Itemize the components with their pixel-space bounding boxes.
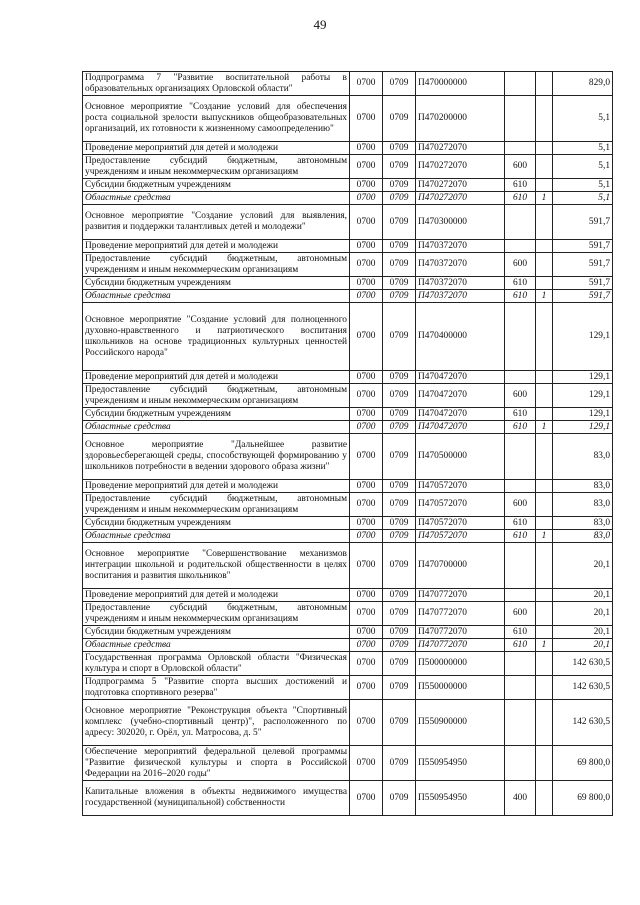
row-name: Областные средства	[83, 421, 350, 434]
table-row	[83, 480, 613, 493]
row-target-article: П470300000	[416, 205, 505, 240]
row-expense-type: 610	[505, 192, 536, 205]
row-name: Подпрограмма 7 "Развитие воспитательной работы в образовательных организациях Орловской области"	[83, 72, 350, 96]
row-name: Проведение мероприятий для детей и молодежи	[83, 142, 350, 155]
row-budget-source	[536, 179, 553, 192]
row-amount: 5,1	[553, 96, 613, 142]
row-target-article: П470400000	[416, 303, 505, 371]
row-section-code: 0700	[350, 96, 383, 142]
row-section-code: 0700	[350, 434, 383, 480]
table-row	[83, 205, 613, 240]
table-row	[83, 589, 613, 602]
row-budget-source	[536, 589, 553, 602]
row-subsection-code: 0709	[383, 781, 416, 816]
row-target-article: П470572070	[416, 480, 505, 493]
row-subsection-code: 0709	[383, 602, 416, 626]
row-budget-source	[536, 626, 553, 639]
row-amount: 591,7	[553, 277, 613, 290]
row-expense-type: 610	[505, 421, 536, 434]
row-amount: 591,7	[553, 253, 613, 277]
row-subsection-code: 0709	[383, 652, 416, 676]
row-expense-type	[505, 240, 536, 253]
row-amount: 142 630,5	[553, 652, 613, 676]
row-subsection-code: 0709	[383, 72, 416, 96]
row-section-code: 0700	[350, 493, 383, 517]
row-section-code: 0700	[350, 589, 383, 602]
row-amount: 83,0	[553, 434, 613, 480]
row-name: Предоставление субсидий бюджетным, автономным учреждениям и иным некоммерческим организациям	[83, 253, 350, 277]
row-target-article: П470572070	[416, 493, 505, 517]
row-target-article: П470472070	[416, 408, 505, 421]
row-amount: 829,0	[553, 72, 613, 96]
row-section-code: 0700	[350, 72, 383, 96]
table-row	[83, 530, 613, 543]
row-section-code: 0700	[350, 530, 383, 543]
row-amount: 83,0	[553, 517, 613, 530]
row-amount: 142 630,5	[553, 676, 613, 700]
row-name: Субсидии бюджетным учреждениям	[83, 408, 350, 421]
row-expense-type	[505, 371, 536, 384]
row-target-article: П470272070	[416, 142, 505, 155]
row-expense-type: 400	[505, 781, 536, 816]
row-name: Предоставление субсидий бюджетным, автономным учреждениям и иным некоммерческим организациям	[83, 384, 350, 408]
row-target-article: П470772070	[416, 626, 505, 639]
table-row	[83, 652, 613, 676]
row-expense-type	[505, 434, 536, 480]
row-expense-type	[505, 480, 536, 493]
row-amount: 5,1	[553, 179, 613, 192]
budget-table	[82, 71, 613, 816]
row-subsection-code: 0709	[383, 205, 416, 240]
row-target-article: П470772070	[416, 602, 505, 626]
row-amount: 20,1	[553, 602, 613, 626]
row-section-code: 0700	[350, 205, 383, 240]
row-subsection-code: 0709	[383, 371, 416, 384]
row-name: Субсидии бюджетным учреждениям	[83, 277, 350, 290]
row-subsection-code: 0709	[383, 240, 416, 253]
row-subsection-code: 0709	[383, 179, 416, 192]
row-target-article: П470200000	[416, 96, 505, 142]
table-row	[83, 517, 613, 530]
row-name: Основное мероприятие "Создание условий для обеспечения роста социальной зрелости выпускников общеобразовательных организаций, их готовности к жизненному самоопределению"	[83, 96, 350, 142]
row-subsection-code: 0709	[383, 192, 416, 205]
row-amount: 5,1	[553, 142, 613, 155]
row-expense-type: 610	[505, 626, 536, 639]
row-target-article: П470372070	[416, 253, 505, 277]
row-budget-source	[536, 543, 553, 589]
row-target-article: П470700000	[416, 543, 505, 589]
row-section-code: 0700	[350, 253, 383, 277]
row-expense-type: 610	[505, 290, 536, 303]
row-name: Обеспечение мероприятий федеральной целевой программы "Развитие физической культуры и спорта в Российской Федерации на 2016–2020 годы"	[83, 746, 350, 781]
row-section-code: 0700	[350, 652, 383, 676]
table-row	[83, 408, 613, 421]
row-expense-type	[505, 746, 536, 781]
row-name: Субсидии бюджетным учреждениям	[83, 626, 350, 639]
row-amount: 69 800,0	[553, 746, 613, 781]
row-amount: 20,1	[553, 543, 613, 589]
row-target-article: П470272070	[416, 179, 505, 192]
row-target-article: П470572070	[416, 517, 505, 530]
row-target-article: П470500000	[416, 434, 505, 480]
row-subsection-code: 0709	[383, 96, 416, 142]
table-row	[83, 543, 613, 589]
row-budget-source	[536, 253, 553, 277]
row-expense-type: 610	[505, 530, 536, 543]
row-amount: 69 800,0	[553, 781, 613, 816]
table-row	[83, 700, 613, 746]
row-amount: 83,0	[553, 493, 613, 517]
row-subsection-code: 0709	[383, 530, 416, 543]
row-name: Предоставление субсидий бюджетным, автономным учреждениям и иным некоммерческим организациям	[83, 602, 350, 626]
row-name: Проведение мероприятий для детей и молодежи	[83, 371, 350, 384]
table-row	[83, 781, 613, 816]
row-budget-source: 1	[536, 421, 553, 434]
row-amount: 20,1	[553, 589, 613, 602]
row-subsection-code: 0709	[383, 142, 416, 155]
row-amount: 591,7	[553, 290, 613, 303]
row-budget-source	[536, 96, 553, 142]
row-section-code: 0700	[350, 371, 383, 384]
row-budget-source	[536, 240, 553, 253]
row-target-article: П550954950	[416, 781, 505, 816]
table-row	[83, 192, 613, 205]
row-section-code: 0700	[350, 676, 383, 700]
row-subsection-code: 0709	[383, 543, 416, 589]
row-budget-source	[536, 781, 553, 816]
row-target-article: П470272070	[416, 155, 505, 179]
row-budget-source: 1	[536, 530, 553, 543]
row-section-code: 0700	[350, 179, 383, 192]
row-amount: 129,1	[553, 421, 613, 434]
row-subsection-code: 0709	[383, 277, 416, 290]
row-name: Субсидии бюджетным учреждениям	[83, 517, 350, 530]
row-expense-type: 600	[505, 493, 536, 517]
row-section-code: 0700	[350, 626, 383, 639]
row-expense-type	[505, 543, 536, 589]
row-amount: 20,1	[553, 639, 613, 652]
row-target-article: П470372070	[416, 277, 505, 290]
row-section-code: 0700	[350, 517, 383, 530]
row-name: Основное мероприятие "Совершенствование механизмов интеграции школьной и родительской общественности в целях воспитания и развития школьников"	[83, 543, 350, 589]
row-section-code: 0700	[350, 781, 383, 816]
row-budget-source	[536, 700, 553, 746]
row-budget-source	[536, 652, 553, 676]
row-subsection-code: 0709	[383, 626, 416, 639]
row-subsection-code: 0709	[383, 480, 416, 493]
row-amount: 129,1	[553, 371, 613, 384]
row-name: Подпрограмма 5 "Развитие спорта высших достижений и подготовка спортивного резерва"	[83, 676, 350, 700]
row-target-article: П470772070	[416, 639, 505, 652]
row-section-code: 0700	[350, 240, 383, 253]
row-subsection-code: 0709	[383, 384, 416, 408]
row-expense-type	[505, 652, 536, 676]
row-budget-source	[536, 676, 553, 700]
row-name: Областные средства	[83, 639, 350, 652]
row-target-article: П470572070	[416, 530, 505, 543]
row-subsection-code: 0709	[383, 434, 416, 480]
row-section-code: 0700	[350, 700, 383, 746]
page-number: 49	[313, 17, 327, 32]
row-budget-source	[536, 303, 553, 371]
table-row	[83, 179, 613, 192]
row-amount: 83,0	[553, 530, 613, 543]
row-budget-source	[536, 493, 553, 517]
table-row	[83, 290, 613, 303]
row-name: Основное мероприятие "Реконструкция объекта "Спортивный комплекс (учебно-спортивный центр)", расположенного по адресу: 302020, г. Орёл, ул. Матросова, д. 5"	[83, 700, 350, 746]
row-amount: 5,1	[553, 155, 613, 179]
row-expense-type	[505, 676, 536, 700]
budget-table-body	[83, 72, 613, 816]
table-row	[83, 676, 613, 700]
row-name: Основное мероприятие "Создание условий для выявления, развития и поддержки талантливых детей и молодежи"	[83, 205, 350, 240]
row-name: Субсидии бюджетным учреждениям	[83, 179, 350, 192]
row-section-code: 0700	[350, 746, 383, 781]
table-row	[83, 155, 613, 179]
row-section-code: 0700	[350, 384, 383, 408]
table-row	[83, 240, 613, 253]
row-budget-source	[536, 746, 553, 781]
row-name: Проведение мероприятий для детей и молодежи	[83, 589, 350, 602]
row-section-code: 0700	[350, 192, 383, 205]
table-row	[83, 72, 613, 96]
row-subsection-code: 0709	[383, 493, 416, 517]
row-section-code: 0700	[350, 277, 383, 290]
row-amount: 142 630,5	[553, 700, 613, 746]
row-target-article: П470472070	[416, 371, 505, 384]
table-row	[83, 384, 613, 408]
row-amount: 591,7	[553, 240, 613, 253]
row-budget-source	[536, 384, 553, 408]
row-expense-type	[505, 72, 536, 96]
row-amount: 129,1	[553, 408, 613, 421]
row-target-article: П470372070	[416, 240, 505, 253]
row-section-code: 0700	[350, 155, 383, 179]
row-budget-source	[536, 408, 553, 421]
row-section-code: 0700	[350, 142, 383, 155]
row-section-code: 0700	[350, 602, 383, 626]
row-budget-source	[536, 277, 553, 290]
row-expense-type: 610	[505, 277, 536, 290]
row-section-code: 0700	[350, 290, 383, 303]
table-row	[83, 303, 613, 371]
row-subsection-code: 0709	[383, 746, 416, 781]
row-budget-source	[536, 142, 553, 155]
table-row	[83, 746, 613, 781]
row-expense-type	[505, 700, 536, 746]
row-section-code: 0700	[350, 303, 383, 371]
row-section-code: 0700	[350, 543, 383, 589]
row-subsection-code: 0709	[383, 639, 416, 652]
row-budget-source	[536, 602, 553, 626]
row-section-code: 0700	[350, 408, 383, 421]
row-target-article: П470372070	[416, 290, 505, 303]
row-amount: 591,7	[553, 205, 613, 240]
row-section-code: 0700	[350, 421, 383, 434]
row-target-article: П550954950	[416, 746, 505, 781]
row-section-code: 0700	[350, 639, 383, 652]
table-row	[83, 639, 613, 652]
row-expense-type: 600	[505, 602, 536, 626]
row-target-article: П550000000	[416, 676, 505, 700]
row-expense-type	[505, 142, 536, 155]
table-row	[83, 626, 613, 639]
table-row	[83, 371, 613, 384]
row-subsection-code: 0709	[383, 676, 416, 700]
table-row	[83, 96, 613, 142]
row-subsection-code: 0709	[383, 517, 416, 530]
row-budget-source	[536, 155, 553, 179]
row-target-article: П470000000	[416, 72, 505, 96]
row-target-article: П470472070	[416, 421, 505, 434]
row-name: Областные средства	[83, 192, 350, 205]
row-subsection-code: 0709	[383, 253, 416, 277]
row-name: Основное мероприятие "Дальнейшее развитие здоровьесберегающей среды, способствующей формированию у школьников потребности в ведении здорового образа жизни"	[83, 434, 350, 480]
row-budget-source	[536, 72, 553, 96]
table-row	[83, 142, 613, 155]
row-expense-type	[505, 589, 536, 602]
row-subsection-code: 0709	[383, 408, 416, 421]
row-budget-source: 1	[536, 290, 553, 303]
row-amount: 5,1	[553, 192, 613, 205]
table-row	[83, 253, 613, 277]
table-row	[83, 434, 613, 480]
row-target-article: П470472070	[416, 384, 505, 408]
row-budget-source	[536, 434, 553, 480]
row-amount: 129,1	[553, 384, 613, 408]
row-subsection-code: 0709	[383, 700, 416, 746]
row-budget-source	[536, 371, 553, 384]
row-budget-source	[536, 205, 553, 240]
row-name: Предоставление субсидий бюджетным, автономным учреждениям и иным некоммерческим организациям	[83, 493, 350, 517]
row-subsection-code: 0709	[383, 290, 416, 303]
table-row	[83, 421, 613, 434]
table-row	[83, 602, 613, 626]
row-subsection-code: 0709	[383, 421, 416, 434]
row-expense-type: 600	[505, 253, 536, 277]
row-name: Областные средства	[83, 530, 350, 543]
row-expense-type: 610	[505, 179, 536, 192]
table-row	[83, 277, 613, 290]
row-name: Проведение мероприятий для детей и молодежи	[83, 240, 350, 253]
row-name: Предоставление субсидий бюджетным, автономным учреждениям и иным некоммерческим организациям	[83, 155, 350, 179]
row-name: Государственная программа Орловской области "Физическая культура и спорт в Орловской области"	[83, 652, 350, 676]
row-target-article: П500000000	[416, 652, 505, 676]
row-name: Областные средства	[83, 290, 350, 303]
row-budget-source	[536, 517, 553, 530]
row-expense-type	[505, 303, 536, 371]
row-subsection-code: 0709	[383, 303, 416, 371]
row-budget-source	[536, 480, 553, 493]
row-budget-source: 1	[536, 192, 553, 205]
row-target-article: П550900000	[416, 700, 505, 746]
row-name: Основное мероприятие "Создание условий для полноценного духовно-нравственного и патриотического воспитания школьников на основе традиционных культурных ценностей Российского народа"	[83, 303, 350, 371]
row-expense-type	[505, 96, 536, 142]
row-expense-type: 600	[505, 155, 536, 179]
row-subsection-code: 0709	[383, 155, 416, 179]
row-section-code: 0700	[350, 480, 383, 493]
row-expense-type: 610	[505, 408, 536, 421]
row-target-article: П470272070	[416, 192, 505, 205]
table-row	[83, 493, 613, 517]
row-target-article: П470772070	[416, 589, 505, 602]
row-name: Проведение мероприятий для детей и молодежи	[83, 480, 350, 493]
row-subsection-code: 0709	[383, 589, 416, 602]
row-budget-source: 1	[536, 639, 553, 652]
row-expense-type: 610	[505, 517, 536, 530]
row-amount: 20,1	[553, 626, 613, 639]
row-name: Капитальные вложения в объекты недвижимого имущества государственной (муниципальной) собственности	[83, 781, 350, 816]
row-amount: 129,1	[553, 303, 613, 371]
row-amount: 83,0	[553, 480, 613, 493]
row-expense-type: 600	[505, 384, 536, 408]
row-expense-type: 610	[505, 639, 536, 652]
row-expense-type	[505, 205, 536, 240]
